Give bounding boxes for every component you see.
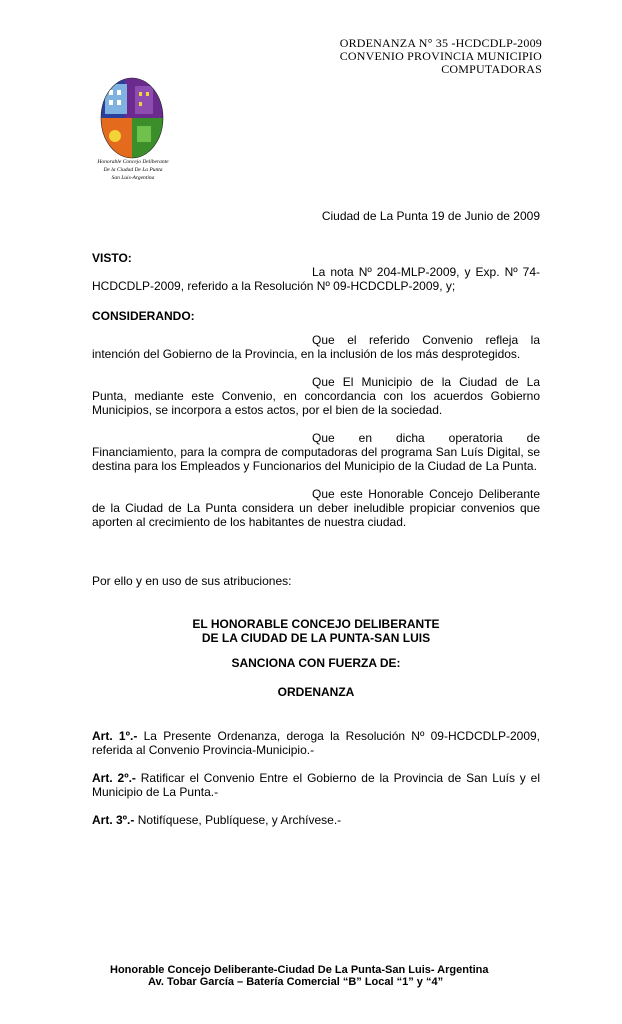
considerando-heading: CONSIDERANDO: xyxy=(92,309,195,323)
article-label: Art. 3º.- xyxy=(92,813,135,827)
logo-caption: Honorable Concejo Deliberante De la Ciudad De La Punta San Luis-Argentina xyxy=(97,159,169,181)
article-text: Notifíquese, Publíquese, y Archívese.- xyxy=(134,813,342,827)
article-text: Ratificar el Convenio Entre el Gobierno de la Provincia de San Luís y el Municipio de La Punta.- xyxy=(92,771,540,799)
considerando-paragraph: Que El Municipio de la Ciudad de La Punta, mediante este Convenio, en concordancia con los acuerdos Gobierno Municipios, se incorpora a estos actos, por el bien de la sociedad. xyxy=(92,375,540,417)
ordinance-subject-line1: CONVENIO PROVINCIA MUNICIPIO xyxy=(339,49,542,63)
sanciona-heading: SANCIONA CON FUERZA DE: xyxy=(231,656,401,670)
footer-line2: Av. Tobar García – Batería Comercial “B” Local “1” y “4” xyxy=(148,976,444,988)
visto-section xyxy=(92,251,540,293)
council-title-line2: DE LA CIUDAD DE LA PUNTA-SAN LUIS xyxy=(201,631,431,645)
ordenanza-heading: ORDENANZA xyxy=(277,685,355,699)
considerando-section xyxy=(92,309,540,529)
article-text: La Presente Ordenanza, deroga la Resolución Nº 09-HCDCDLP-2009, referida al Convenio Provincia-Municipio.- xyxy=(92,729,540,757)
article-1 xyxy=(92,729,540,757)
por-ello-text: Por ello y en uso de sus atribuciones: xyxy=(92,574,292,588)
ordinance-number: ORDENANZA N° 35 -HCDCDLP-2009 xyxy=(339,36,542,50)
considerando-paragraph: Que el referido Convenio refleja la intención del Gobierno de la Provincia, en la inclusión de los más desprotegidos. xyxy=(92,333,540,361)
visto-heading: VISTO: xyxy=(92,251,132,265)
council-title-line1: EL HONORABLE CONCEJO DELIBERANTE xyxy=(192,617,440,631)
article-label: Art. 2º.- xyxy=(92,771,136,785)
considerando-paragraph: Que este Honorable Concejo Deliberante de la Ciudad de La Punta considera un deber ineludible propiciar convenios que aporten al crecimiento de los habitantes de nuestra ciudad. xyxy=(92,487,540,529)
document-date: Ciudad de La Punta 19 de Junio de 2009 xyxy=(321,209,540,223)
council-title xyxy=(92,617,540,645)
footer-line1: Honorable Concejo Deliberante-Ciudad De La Punta-San Luis- Argentina xyxy=(110,964,489,976)
article-3 xyxy=(92,813,540,827)
article-label: Art. 1º.- xyxy=(92,729,138,743)
article-2 xyxy=(92,771,540,799)
ordinance-subject-line2: COMPUTADORAS xyxy=(441,62,542,76)
visto-text: La nota Nº 204-MLP-2009, y Exp. Nº 74-HCDCDLP-2009, referido a la Resolución Nº 09-HCDCDLP-2009, y; xyxy=(92,265,540,293)
articles-section xyxy=(92,729,540,827)
document-header xyxy=(340,37,542,76)
considerando-paragraph: Que en dicha operatoria de Financiamiento, para la compra de computadoras del programa San Luís Digital, se destina para los Empleados y Funcionarios del Municipio de la Ciudad de La Punta. xyxy=(92,431,540,473)
